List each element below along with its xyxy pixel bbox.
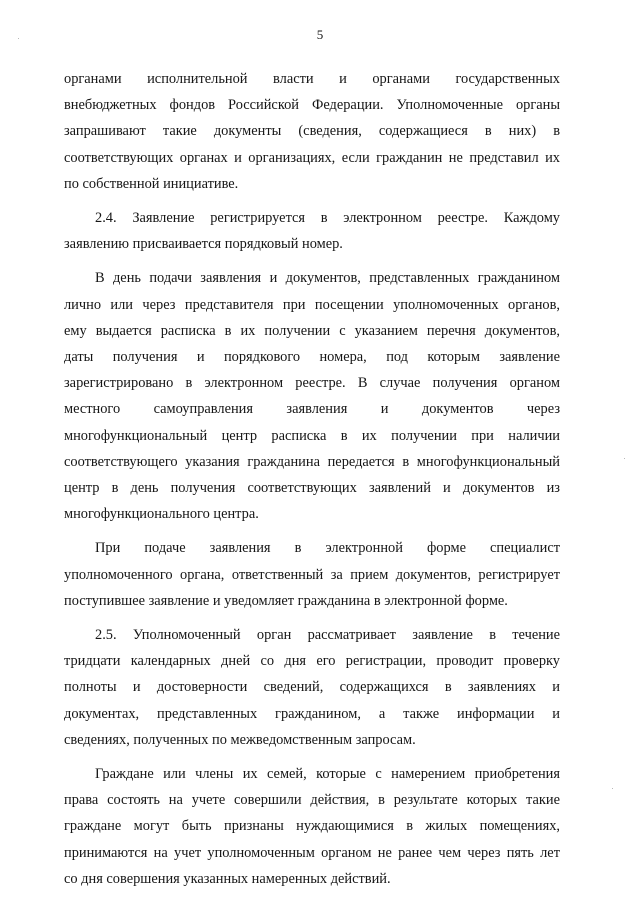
paragraph	[64, 535, 560, 614]
text-line: принимаются на учет уполномоченным органом не ранее чем через пять лет	[64, 844, 560, 861]
text-line: соответствующего указания гражданина передается в многофункциональный	[64, 453, 560, 470]
text-line: При подаче заявления в электронной форме специалист	[95, 540, 560, 557]
page-number: 5	[316, 27, 324, 42]
text-line: 2.5. Уполномоченный орган рассматривает заявление в течение	[95, 627, 560, 644]
text-line: В день подачи заявления и документов, представленных гражданином	[95, 270, 560, 287]
document-body	[64, 66, 560, 900]
paragraph	[64, 761, 560, 892]
text-line: соответствующих органах и организациях, если гражданин не представил их	[64, 149, 560, 166]
text-line: зарегистрировано в электронном реестре. В случае получения органом	[64, 375, 560, 392]
text-line: местного самоуправления заявления и документов через	[64, 401, 560, 418]
scan-speck	[18, 38, 19, 39]
paragraph	[64, 265, 560, 527]
text-line: лично или через представителя при посещении уполномоченных органов,	[64, 296, 560, 313]
text-line: органами исполнительной власти и органами государственных	[64, 71, 560, 87]
scan-speck	[624, 458, 625, 459]
text-line: права состоять на учете совершили действия, в результате которых такие	[64, 792, 560, 809]
text-line: внебюджетных фондов Российской Федерации. Уполномоченные органы	[64, 97, 560, 114]
text-line: заявлению присваивается порядковый номер.	[64, 236, 343, 253]
text-line: по собственной инициативе.	[64, 175, 239, 192]
text-line: многофункциональный центр расписка в их получении при наличии	[64, 427, 560, 444]
text-line: центр в день получения соответствующих заявлений и документов из	[64, 480, 560, 497]
text-line: поступившее заявление и уведомляет гражданина в электронной форме.	[64, 592, 508, 609]
paragraph	[64, 66, 560, 197]
text-line: запрашивают такие документы (сведения, содержащиеся в них) в	[64, 123, 560, 140]
text-line: граждане могут быть признаны нуждающимися в жилых помещениях,	[64, 818, 560, 835]
text-line: сведениях, полученных по межведомственным запросам.	[64, 731, 416, 748]
text-line: ему выдается расписка в их получении с указанием перечня документов,	[64, 322, 560, 339]
text-line: Граждане или члены их семей, которые с намерением приобретения	[95, 766, 560, 783]
paragraph	[64, 205, 560, 257]
text-line: со дня совершения указанных намеренных действий.	[64, 870, 391, 887]
paragraph	[64, 622, 560, 753]
text-line: документах, представленных гражданином, а также информации и	[64, 705, 560, 722]
scan-speck	[612, 788, 613, 789]
text-line: уполномоченного органа, ответственный за прием документов, регистрирует	[64, 566, 560, 583]
text-line: тридцати календарных дней со дня его регистрации, проводит проверку	[64, 653, 560, 670]
text-line: полноты и достоверности сведений, содержащихся в заявлениях и	[64, 679, 560, 696]
text-line: 2.4. Заявление регистрируется в электронном реестре. Каждому	[95, 210, 560, 227]
text-line: даты получения и порядкового номера, под которым заявление	[64, 349, 560, 366]
text-line: многофункционального центра.	[64, 506, 259, 523]
